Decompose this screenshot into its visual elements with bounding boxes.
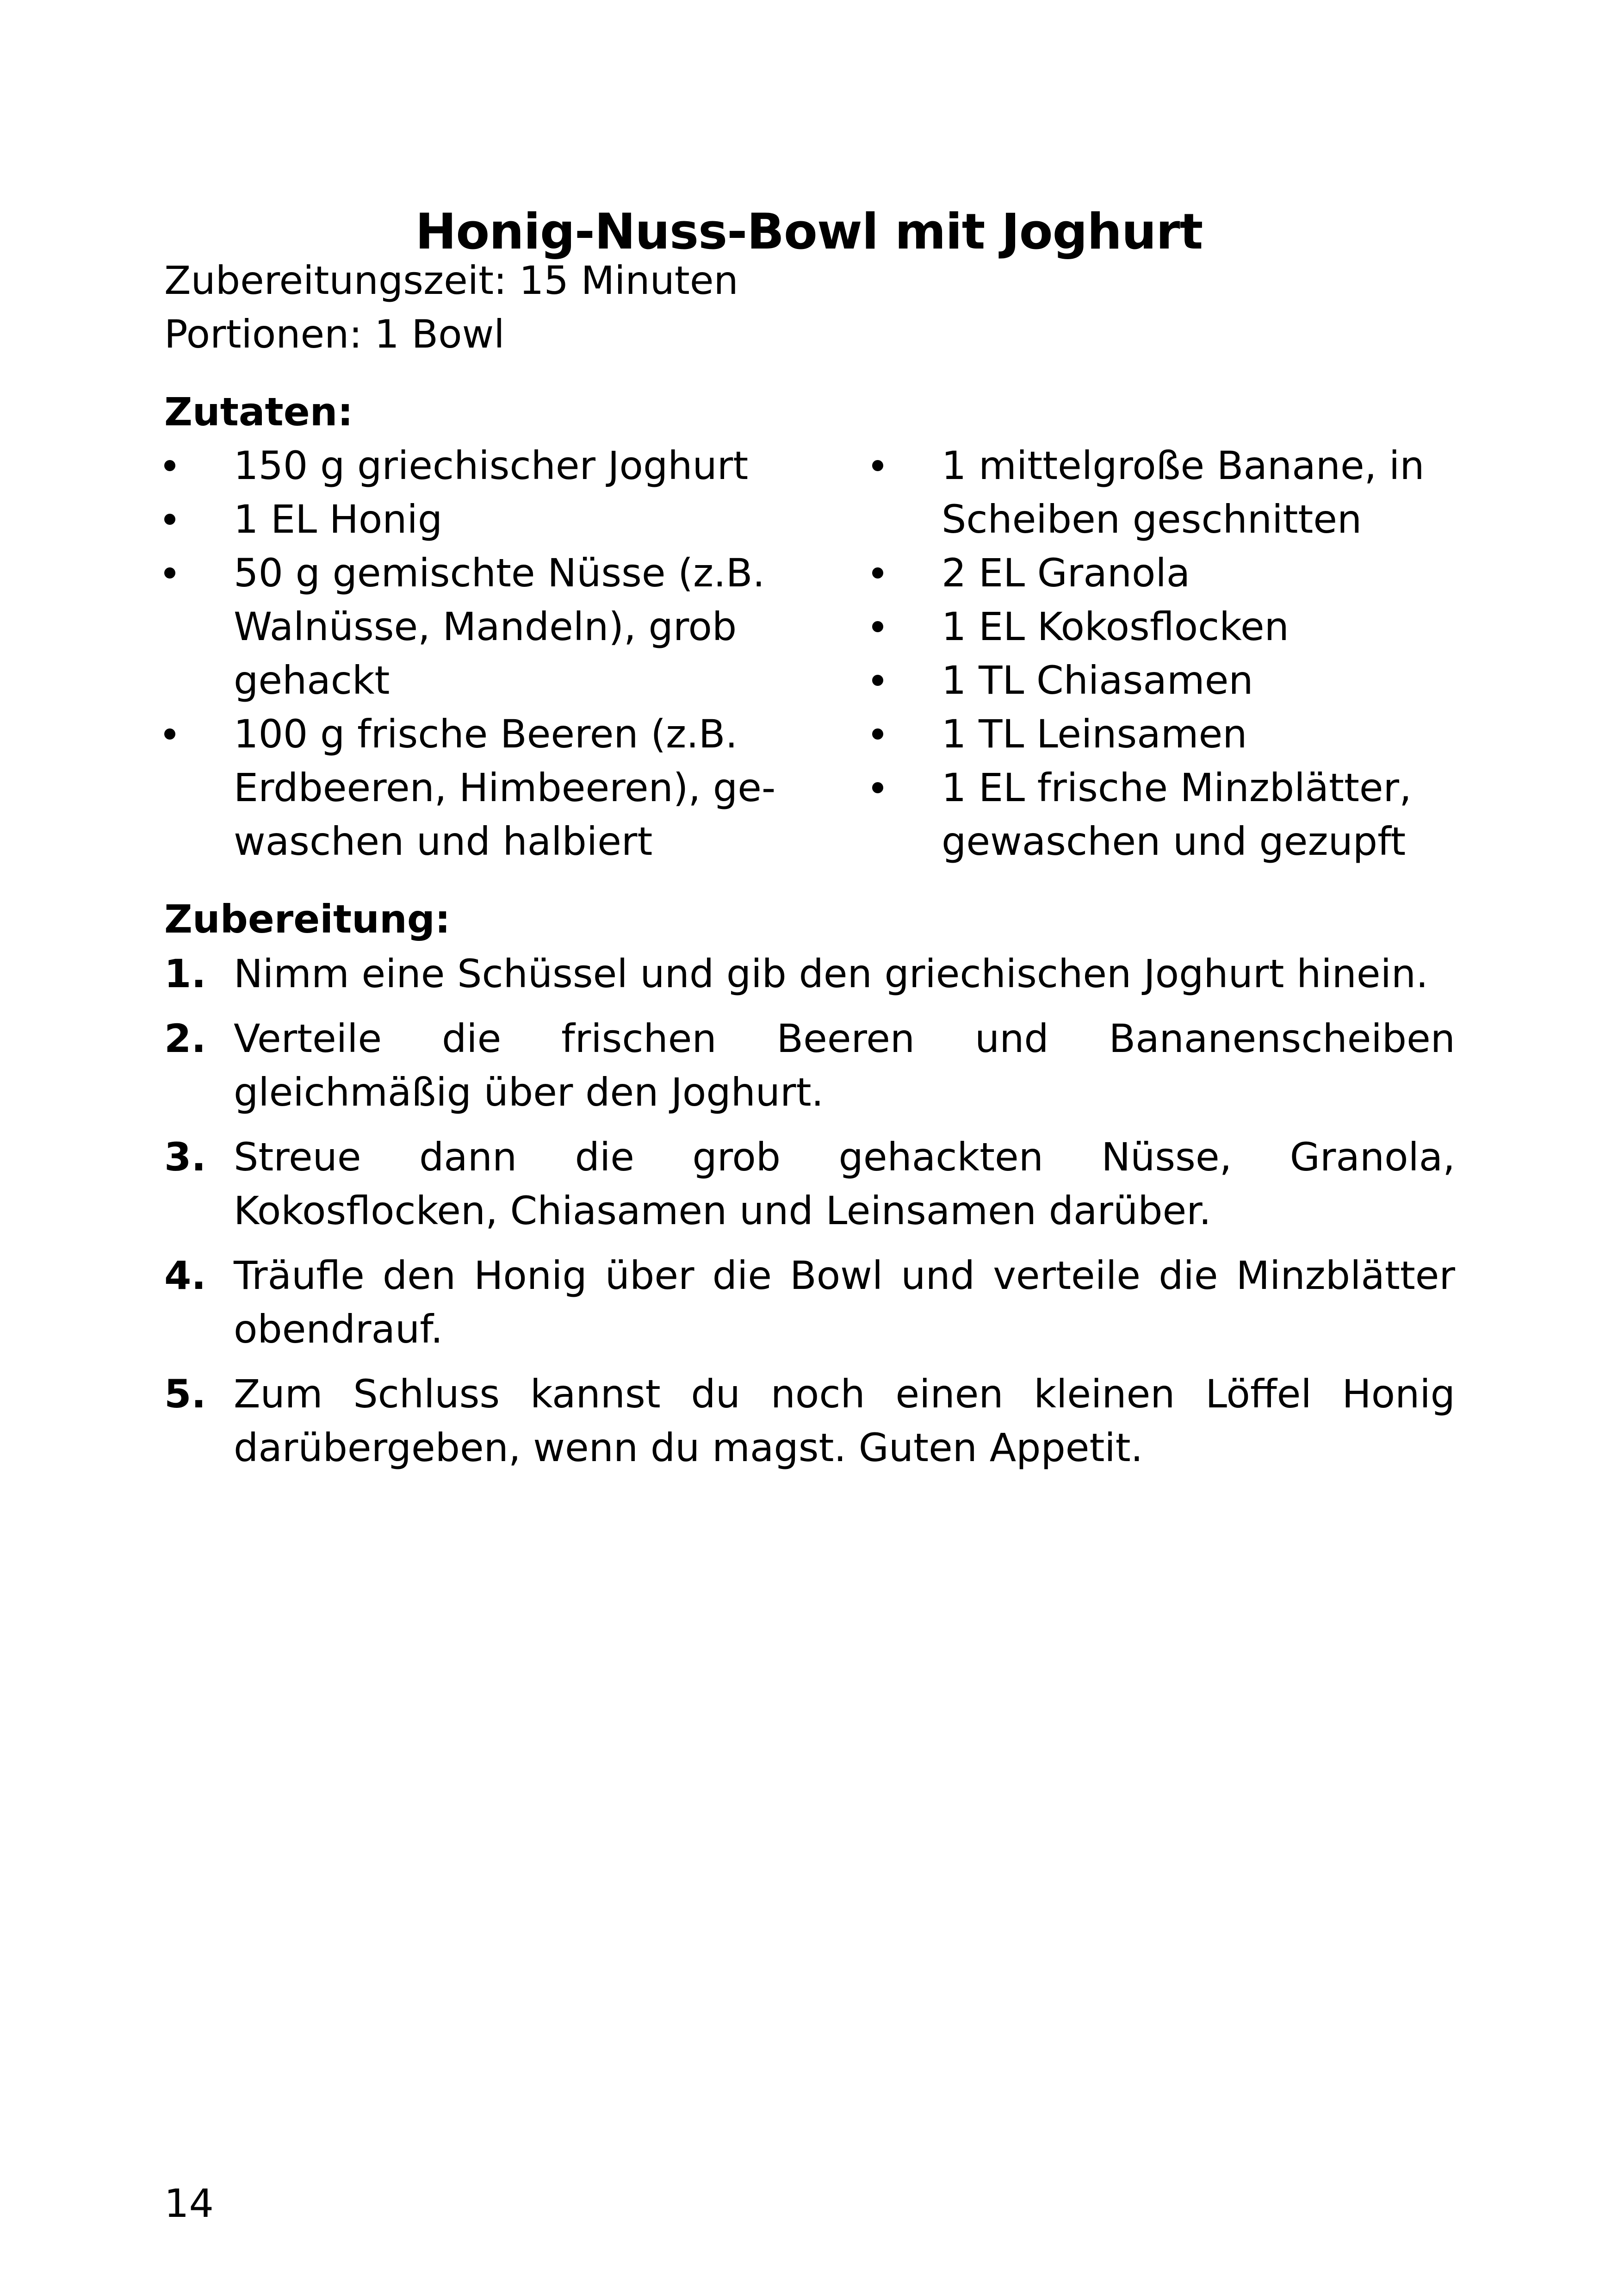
ingredients-heading: Zutaten: bbox=[164, 389, 353, 435]
ingredients-list-right bbox=[872, 439, 1478, 868]
ingredient-item bbox=[872, 707, 1478, 761]
ingredient-item bbox=[872, 600, 1478, 653]
ingredient-item bbox=[872, 761, 1478, 868]
bullet-icon bbox=[872, 546, 883, 600]
step-number: 3. bbox=[164, 1134, 206, 1180]
bullet-icon bbox=[164, 546, 175, 600]
bullet-icon bbox=[872, 707, 883, 761]
ingredient-item bbox=[872, 653, 1478, 707]
step-item bbox=[164, 1130, 1455, 1238]
ingredient-item bbox=[164, 546, 794, 707]
ingredient-text: 1 mittelgroße Banane, in Scheiben geschnitten bbox=[942, 443, 1425, 542]
ingredient-text: 100 g frische Beeren (z.B. Erdbeeren, Himbeeren), gewaschen und halbiert bbox=[234, 711, 776, 864]
bullet-icon bbox=[872, 653, 883, 707]
step-number: 2. bbox=[164, 1016, 206, 1061]
step-number: 5. bbox=[164, 1371, 206, 1417]
ingredient-item bbox=[164, 707, 794, 868]
ingredient-text: 1 TL Leinsamen bbox=[942, 711, 1247, 757]
ingredient-text: 1 TL Chiasamen bbox=[942, 658, 1253, 703]
step-item bbox=[164, 1367, 1455, 1475]
ingredient-text: 2 EL Granola bbox=[942, 550, 1190, 596]
servings: Portionen: 1 Bowl bbox=[164, 311, 505, 357]
prep-time: Zubereitungszeit: 15 Minuten bbox=[164, 258, 738, 303]
step-item bbox=[164, 947, 1455, 1001]
preparation-steps bbox=[164, 947, 1455, 1486]
recipe-meta bbox=[164, 254, 738, 361]
bullet-icon bbox=[164, 439, 175, 492]
step-text: Träufle den Honig über die Bowl und verteile die Minzblätter obendrauf. bbox=[234, 1253, 1455, 1352]
ingredient-item bbox=[164, 439, 794, 492]
page-number: 14 bbox=[164, 2181, 214, 2226]
ingredient-item bbox=[872, 439, 1478, 546]
ingredient-text: 1 EL frische Minzblätter, gewaschen und gezupft bbox=[942, 765, 1412, 864]
ingredient-text: 50 g gemischte Nüsse (z.B. Walnüsse, Mandeln), grob gehackt bbox=[234, 550, 765, 703]
recipe-title: Honig-Nuss-Bowl mit Joghurt bbox=[415, 203, 1203, 261]
step-number: 1. bbox=[164, 951, 206, 996]
ingredient-item bbox=[872, 546, 1478, 600]
bullet-icon bbox=[164, 492, 175, 546]
bullet-icon bbox=[872, 600, 883, 653]
step-text: Nimm eine Schüssel und gib den griechischen Joghurt hinein. bbox=[234, 951, 1428, 996]
preparation-heading: Zubereitung: bbox=[164, 896, 451, 942]
step-item bbox=[164, 1012, 1455, 1119]
step-text: Zum Schluss kannst du noch einen kleinen Löffel Honig darübergeben, wenn du magst. Guten Appetit. bbox=[234, 1371, 1455, 1470]
step-text: Verteile die frischen Beeren und Bananenscheiben gleichmäßig über den Joghurt. bbox=[234, 1016, 1455, 1115]
bullet-icon bbox=[872, 439, 883, 492]
ingredient-item bbox=[164, 492, 794, 546]
step-item bbox=[164, 1249, 1455, 1356]
bullet-icon bbox=[872, 761, 883, 815]
step-text: Streue dann die grob gehackten Nüsse, Granola, Kokosflocken, Chiasamen und Leinsamen darüber. bbox=[234, 1134, 1455, 1233]
ingredient-text: 1 EL Honig bbox=[234, 497, 443, 542]
ingredient-text: 1 EL Kokosflocken bbox=[942, 604, 1289, 649]
bullet-icon bbox=[164, 707, 175, 761]
ingredient-text: 150 g griechischer Joghurt bbox=[234, 443, 749, 488]
step-number: 4. bbox=[164, 1253, 206, 1298]
ingredients-list-left bbox=[164, 439, 794, 868]
